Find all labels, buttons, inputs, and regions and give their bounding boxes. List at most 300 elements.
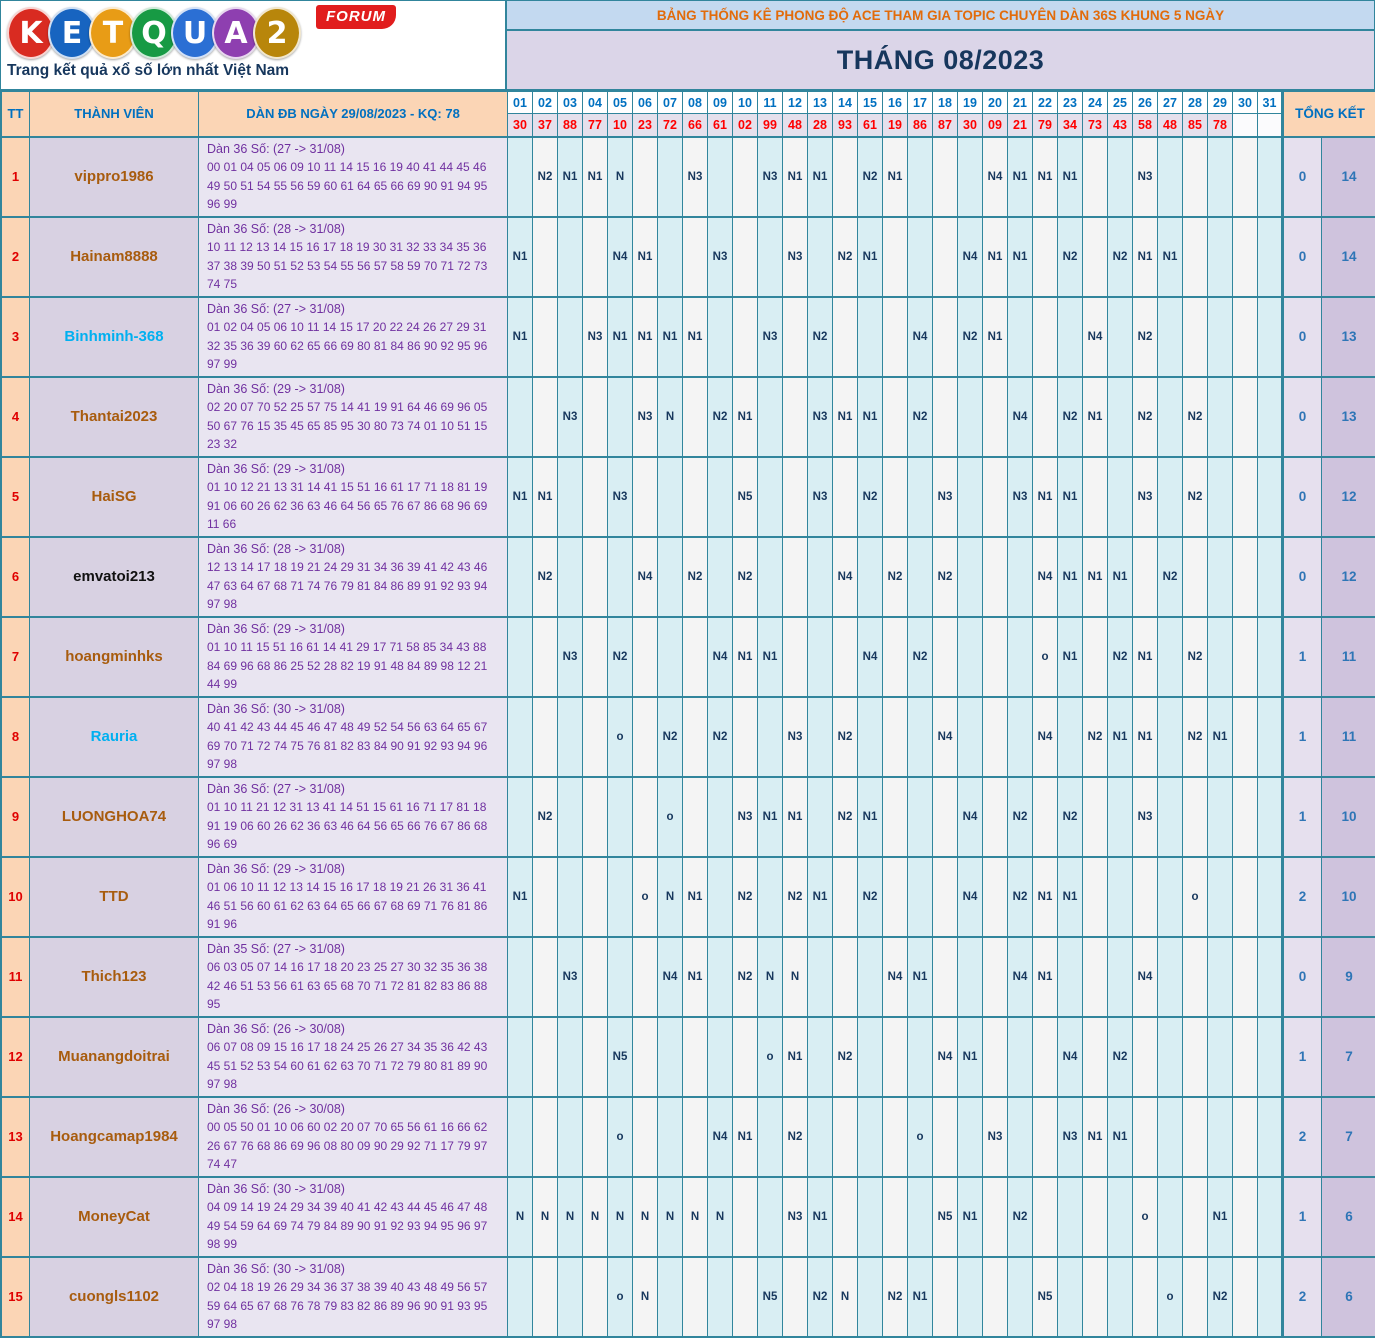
- day-cell-25: [1108, 297, 1133, 377]
- total-hit-count: 12: [1322, 457, 1375, 537]
- dan-range: Dàn 36 Số: (27 -> 31/08): [207, 300, 503, 319]
- brand-letter: A: [212, 7, 260, 59]
- day-cell-23: [1058, 937, 1083, 1017]
- day-cell-11: N1: [758, 777, 783, 857]
- dan-numbers: 06 03 05 07 14 16 17 18 20 23 25 27 30 32 35 36 38 42 46 51 53 56 61 63 65 68 70 71 72 81 82 83 86 88 95: [207, 958, 503, 1014]
- day-header-19: 19: [958, 92, 983, 114]
- day-cell-27: [1158, 377, 1183, 457]
- total-header: TỔNG KẾT: [1283, 92, 1375, 137]
- rank-cell: 7: [2, 617, 30, 697]
- day-cell-18: [933, 137, 958, 217]
- day-cell-15: N2: [858, 137, 883, 217]
- day-cell-02: [533, 857, 558, 937]
- day-cell-09: N: [708, 1177, 733, 1257]
- day-cell-24: [1083, 617, 1108, 697]
- day-header-23: 23: [1058, 92, 1083, 114]
- day-cell-10: N1: [733, 617, 758, 697]
- day-cell-01: N1: [508, 857, 533, 937]
- day-cell-06: [633, 937, 658, 1017]
- day-cell-03: [558, 857, 583, 937]
- day-cell-22: [1033, 377, 1058, 457]
- day-cell-31: [1258, 857, 1283, 937]
- day-cell-30: [1233, 777, 1258, 857]
- day-cell-12: [783, 297, 808, 377]
- day-cell-04: [583, 697, 608, 777]
- day-cell-17: N1: [908, 937, 933, 1017]
- member-name[interactable]: Thantai2023: [30, 377, 199, 457]
- day-cell-26: [1133, 857, 1158, 937]
- day-cell-15: N2: [858, 457, 883, 537]
- day-cell-03: [558, 777, 583, 857]
- day-cell-06: [633, 617, 658, 697]
- stats-table: [1, 91, 1375, 1337]
- day-cell-17: N2: [908, 617, 933, 697]
- day-cell-23: [1058, 1257, 1083, 1337]
- member-row: [2, 1257, 1375, 1337]
- dan-numbers: 04 09 14 19 24 29 34 39 40 41 42 43 44 45 46 47 48 49 54 59 64 69 74 79 84 89 90 91 92 93 94 95 96 97 98 99: [207, 1198, 503, 1254]
- day-cell-04: [583, 1097, 608, 1177]
- day-cell-17: [908, 1017, 933, 1097]
- day-cell-29: [1208, 537, 1233, 617]
- dan-numbers: 02 04 18 19 26 29 34 36 37 38 39 40 43 48 49 56 57 59 64 65 67 68 76 78 79 83 82 86 89 96 90 91 93 95 97 98: [207, 1278, 503, 1334]
- day-cell-20: [983, 777, 1008, 857]
- day-cell-12: N3: [783, 217, 808, 297]
- member-name[interactable]: MoneyCat: [30, 1177, 199, 1257]
- day-cell-05: N4: [608, 217, 633, 297]
- day-cell-07: [658, 537, 683, 617]
- member-name[interactable]: HaiSG: [30, 457, 199, 537]
- day-cell-14: N2: [833, 217, 858, 297]
- dan-numbers: 01 10 11 21 12 31 13 41 14 51 15 61 16 71 17 81 18 91 19 06 60 26 62 36 63 46 64 56 65 66 76 67 86 68 96 69: [207, 798, 503, 854]
- day-cell-17: N2: [908, 377, 933, 457]
- day-cell-20: [983, 1177, 1008, 1257]
- total-hit-count: 6: [1322, 1257, 1375, 1337]
- day-cell-24: [1083, 217, 1108, 297]
- day-cell-13: [808, 537, 833, 617]
- day-cell-11: [758, 457, 783, 537]
- day-cell-19: [958, 697, 983, 777]
- kq-value-15: 61: [858, 114, 883, 137]
- member-row: [2, 377, 1375, 457]
- kq-value-19: 30: [958, 114, 983, 137]
- day-cell-27: [1158, 617, 1183, 697]
- day-cell-01: N: [508, 1177, 533, 1257]
- day-cell-09: [708, 457, 733, 537]
- total-miss-count: 0: [1283, 297, 1322, 377]
- day-cell-02: [533, 217, 558, 297]
- kq-value-03: 88: [558, 114, 583, 137]
- member-name[interactable]: emvatoi213: [30, 537, 199, 617]
- day-cell-20: [983, 1017, 1008, 1097]
- total-hit-count: 9: [1322, 937, 1375, 1017]
- member-name[interactable]: Hainam8888: [30, 217, 199, 297]
- dan-range: Dàn 36 Số: (30 -> 31/08): [207, 700, 503, 719]
- dan-range: Dàn 36 Số: (27 -> 31/08): [207, 780, 503, 799]
- dan-numbers: 40 41 42 43 44 45 46 47 48 49 52 54 56 63 64 65 67 69 70 71 72 74 75 76 81 82 83 84 90 91 92 93 94 96 97 98: [207, 718, 503, 774]
- table-head: [2, 92, 1375, 137]
- day-cell-01: N1: [508, 297, 533, 377]
- day-header-20: 20: [983, 92, 1008, 114]
- day-cell-03: N3: [558, 617, 583, 697]
- day-cell-22: N1: [1033, 857, 1058, 937]
- day-cell-18: [933, 1097, 958, 1177]
- day-cell-17: [908, 857, 933, 937]
- day-cell-02: [533, 297, 558, 377]
- dan-cell: [199, 777, 508, 857]
- member-row: [2, 1177, 1375, 1257]
- day-cell-19: [958, 1097, 983, 1177]
- day-cell-04: [583, 857, 608, 937]
- day-cell-09: N2: [708, 377, 733, 457]
- day-cell-17: [908, 1177, 933, 1257]
- dan-cell: [199, 1257, 508, 1337]
- brand-letter: U: [171, 7, 219, 59]
- day-cell-27: [1158, 697, 1183, 777]
- day-cell-11: [758, 377, 783, 457]
- day-header-11: 11: [758, 92, 783, 114]
- day-cell-08: [683, 217, 708, 297]
- day-cell-10: N2: [733, 857, 758, 937]
- day-cell-13: [808, 1017, 833, 1097]
- day-cell-30: [1233, 537, 1258, 617]
- day-cell-18: [933, 937, 958, 1017]
- day-cell-06: [633, 697, 658, 777]
- member-name[interactable]: cuongls1102: [30, 1257, 199, 1337]
- day-cell-07: [658, 1257, 683, 1337]
- day-cell-14: N2: [833, 1017, 858, 1097]
- day-cell-20: [983, 377, 1008, 457]
- day-cell-24: N4: [1083, 297, 1108, 377]
- day-cell-12: [783, 537, 808, 617]
- day-cell-24: [1083, 777, 1108, 857]
- day-cell-09: [708, 297, 733, 377]
- day-cell-29: [1208, 137, 1233, 217]
- day-cell-31: [1258, 617, 1283, 697]
- day-cell-28: N2: [1183, 617, 1208, 697]
- day-cell-13: [808, 217, 833, 297]
- day-cell-14: [833, 937, 858, 1017]
- day-cell-16: N4: [883, 937, 908, 1017]
- day-cell-31: [1258, 777, 1283, 857]
- logo-tagline: Trang kết quả xổ số lớn nhất Việt Nam: [7, 62, 499, 80]
- day-cell-16: [883, 1097, 908, 1177]
- day-cell-04: [583, 217, 608, 297]
- day-cell-14: [833, 857, 858, 937]
- day-cell-28: o: [1183, 857, 1208, 937]
- day-cell-13: N1: [808, 857, 833, 937]
- day-cell-07: [658, 217, 683, 297]
- day-cell-22: [1033, 217, 1058, 297]
- page-header: [1, 1, 1374, 91]
- day-cell-29: [1208, 377, 1233, 457]
- day-cell-30: [1233, 1257, 1258, 1337]
- day-cell-05: N5: [608, 1017, 633, 1097]
- day-cell-31: [1258, 1017, 1283, 1097]
- member-row: [2, 617, 1375, 697]
- rank-cell: 5: [2, 457, 30, 537]
- day-cell-26: [1133, 1017, 1158, 1097]
- day-cell-08: [683, 377, 708, 457]
- day-cell-04: [583, 937, 608, 1017]
- total-hit-count: 13: [1322, 377, 1375, 457]
- day-cell-07: N: [658, 1177, 683, 1257]
- day-cell-01: [508, 697, 533, 777]
- day-cell-01: [508, 1097, 533, 1177]
- day-cell-30: [1233, 857, 1258, 937]
- day-cell-15: N4: [858, 617, 883, 697]
- day-cell-11: N: [758, 937, 783, 1017]
- day-cell-17: [908, 697, 933, 777]
- day-cell-28: [1183, 1177, 1208, 1257]
- day-cell-12: [783, 1257, 808, 1337]
- day-cell-02: [533, 1097, 558, 1177]
- day-cell-20: [983, 457, 1008, 537]
- day-cell-11: N1: [758, 617, 783, 697]
- day-cell-04: [583, 537, 608, 617]
- total-miss-count: 0: [1283, 377, 1322, 457]
- day-cell-28: [1183, 777, 1208, 857]
- day-cell-12: [783, 457, 808, 537]
- day-cell-17: [908, 137, 933, 217]
- day-cell-13: [808, 937, 833, 1017]
- kq-value-31: [1258, 114, 1283, 137]
- day-cell-02: N1: [533, 457, 558, 537]
- day-cell-08: [683, 697, 708, 777]
- day-cell-17: [908, 217, 933, 297]
- day-cell-19: [958, 537, 983, 617]
- day-cell-17: N4: [908, 297, 933, 377]
- day-cell-07: o: [658, 777, 683, 857]
- dan-cell: [199, 137, 508, 217]
- total-miss-count: 0: [1283, 217, 1322, 297]
- kq-value-09: 61: [708, 114, 733, 137]
- day-cell-11: [758, 697, 783, 777]
- day-cell-29: [1208, 617, 1233, 697]
- day-cell-23: N1: [1058, 457, 1083, 537]
- day-cell-11: o: [758, 1017, 783, 1097]
- day-cell-16: [883, 457, 908, 537]
- day-cell-26: [1133, 1097, 1158, 1177]
- day-cell-30: [1233, 697, 1258, 777]
- day-cell-21: N2: [1008, 857, 1033, 937]
- brand-letter: K: [7, 7, 55, 59]
- member-name[interactable]: Muanangdoitrai: [30, 1017, 199, 1097]
- day-cell-03: [558, 457, 583, 537]
- dan-range: Dàn 36 Số: (30 -> 31/08): [207, 1260, 503, 1279]
- day-cell-03: N1: [558, 137, 583, 217]
- day-cell-18: N4: [933, 1017, 958, 1097]
- day-cell-09: [708, 1257, 733, 1337]
- member-name[interactable]: TTD: [30, 857, 199, 937]
- day-cell-26: N3: [1133, 457, 1158, 537]
- day-cell-13: [808, 697, 833, 777]
- day-cell-12: [783, 377, 808, 457]
- day-cell-09: [708, 937, 733, 1017]
- dan-numbers: 02 20 07 70 52 25 57 75 14 41 19 91 64 46 69 96 05 50 67 76 15 35 45 65 85 95 30 80 73 74 01 10 51 15 23 32: [207, 398, 503, 454]
- kq-value-16: 19: [883, 114, 908, 137]
- day-cell-02: N: [533, 1177, 558, 1257]
- total-miss-count: 0: [1283, 537, 1322, 617]
- day-cell-10: [733, 697, 758, 777]
- day-cell-26: N2: [1133, 297, 1158, 377]
- dan-cell: [199, 857, 508, 937]
- day-cell-27: N1: [1158, 217, 1183, 297]
- dan-numbers: 01 10 11 15 51 16 61 14 41 29 17 71 58 85 34 43 88 84 69 96 68 86 25 52 28 82 19 91 48 84 89 98 12 21 44 99: [207, 638, 503, 694]
- day-cell-16: N1: [883, 137, 908, 217]
- member-name[interactable]: Thich123: [30, 937, 199, 1017]
- day-cell-20: [983, 537, 1008, 617]
- member-rows: [2, 137, 1375, 1337]
- kq-value-29: 78: [1208, 114, 1233, 137]
- kq-value-18: 87: [933, 114, 958, 137]
- day-cell-16: [883, 1177, 908, 1257]
- member-row: [2, 1017, 1375, 1097]
- day-header-18: 18: [933, 92, 958, 114]
- day-cell-07: [658, 457, 683, 537]
- day-cell-02: [533, 1257, 558, 1337]
- day-cell-15: [858, 297, 883, 377]
- day-cell-07: N: [658, 857, 683, 937]
- total-hit-count: 7: [1322, 1017, 1375, 1097]
- dan-cell: [199, 217, 508, 297]
- day-cell-12: N1: [783, 137, 808, 217]
- kq-value-22: 79: [1033, 114, 1058, 137]
- member-name[interactable]: vippro1986: [30, 137, 199, 217]
- day-cell-06: N: [633, 1177, 658, 1257]
- total-hit-count: 11: [1322, 617, 1375, 697]
- day-header-01: 01: [508, 92, 533, 114]
- day-cell-08: N1: [683, 857, 708, 937]
- dan-cell: [199, 697, 508, 777]
- dan-cell: [199, 537, 508, 617]
- day-cell-30: [1233, 617, 1258, 697]
- day-header-26: 26: [1133, 92, 1158, 114]
- site-logo[interactable]: [1, 1, 507, 89]
- day-cell-14: [833, 297, 858, 377]
- dan-cell: [199, 297, 508, 377]
- day-cell-21: [1008, 537, 1033, 617]
- dan-range: Dàn 36 Số: (28 -> 31/08): [207, 540, 503, 559]
- day-cell-19: N4: [958, 857, 983, 937]
- day-cell-07: N1: [658, 297, 683, 377]
- day-header-22: 22: [1033, 92, 1058, 114]
- day-cell-13: [808, 777, 833, 857]
- day-cell-30: [1233, 137, 1258, 217]
- day-cell-23: [1058, 297, 1083, 377]
- day-cell-31: [1258, 1177, 1283, 1257]
- day-cell-11: N3: [758, 297, 783, 377]
- day-cell-01: [508, 937, 533, 1017]
- day-cell-03: [558, 1257, 583, 1337]
- day-cell-11: [758, 537, 783, 617]
- day-cell-06: N3: [633, 377, 658, 457]
- member-name[interactable]: hoangminhks: [30, 617, 199, 697]
- day-header-25: 25: [1108, 92, 1133, 114]
- day-cell-22: [1033, 297, 1058, 377]
- day-cell-31: [1258, 937, 1283, 1017]
- day-cell-22: N1: [1033, 457, 1058, 537]
- day-cell-15: [858, 937, 883, 1017]
- day-cell-22: N4: [1033, 537, 1058, 617]
- member-row: [2, 457, 1375, 537]
- header-bars: [507, 1, 1374, 89]
- day-cell-24: N1: [1083, 537, 1108, 617]
- day-cell-25: N2: [1108, 1017, 1133, 1097]
- member-name[interactable]: Binhminh-368: [30, 297, 199, 377]
- kq-value-06: 23: [633, 114, 658, 137]
- day-cell-02: [533, 377, 558, 457]
- day-cell-13: N1: [808, 137, 833, 217]
- day-cell-21: N1: [1008, 137, 1033, 217]
- day-cell-10: N1: [733, 377, 758, 457]
- total-hit-count: 11: [1322, 697, 1375, 777]
- member-row: [2, 537, 1375, 617]
- day-cell-29: [1208, 297, 1233, 377]
- day-cell-29: N2: [1208, 1257, 1233, 1337]
- col-header-tt: TT: [2, 92, 30, 137]
- dan-numbers: 01 06 10 11 12 13 14 15 16 17 18 19 21 26 31 36 41 46 51 56 60 61 62 63 64 65 66 67 68 69 71 76 81 86 91 96: [207, 878, 503, 934]
- rank-cell: 6: [2, 537, 30, 617]
- day-cell-13: N3: [808, 377, 833, 457]
- day-cell-21: [1008, 1097, 1033, 1177]
- day-cell-27: o: [1158, 1257, 1183, 1337]
- day-cell-02: [533, 617, 558, 697]
- day-header-14: 14: [833, 92, 858, 114]
- day-cell-27: [1158, 137, 1183, 217]
- day-cell-31: [1258, 217, 1283, 297]
- total-miss-count: 0: [1283, 937, 1322, 1017]
- day-cell-19: [958, 457, 983, 537]
- day-cell-04: N3: [583, 297, 608, 377]
- day-cell-27: [1158, 1177, 1183, 1257]
- member-name[interactable]: Rauria: [30, 697, 199, 777]
- day-header-29: 29: [1208, 92, 1233, 114]
- day-cell-08: N2: [683, 537, 708, 617]
- day-cell-04: [583, 1017, 608, 1097]
- day-cell-02: [533, 937, 558, 1017]
- day-cell-15: [858, 1097, 883, 1177]
- day-cell-06: N: [633, 1257, 658, 1337]
- day-cell-25: [1108, 777, 1133, 857]
- member-name[interactable]: LUONGHOA74: [30, 777, 199, 857]
- day-cell-01: N1: [508, 217, 533, 297]
- member-name[interactable]: Hoangcamap1984: [30, 1097, 199, 1177]
- kq-value-10: 02: [733, 114, 758, 137]
- day-cell-14: N: [833, 1257, 858, 1337]
- rank-cell: 10: [2, 857, 30, 937]
- day-cell-14: [833, 457, 858, 537]
- dan-numbers: 01 02 04 05 06 10 11 14 15 17 20 22 24 26 27 29 31 32 35 36 39 60 62 65 66 69 80 81 84 86 90 92 95 96 97 99: [207, 318, 503, 374]
- day-cell-25: [1108, 857, 1133, 937]
- day-cell-12: N3: [783, 697, 808, 777]
- day-cell-06: [633, 1017, 658, 1097]
- day-cell-08: [683, 1257, 708, 1337]
- day-header-16: 16: [883, 92, 908, 114]
- day-cell-05: N: [608, 137, 633, 217]
- kq-value-02: 37: [533, 114, 558, 137]
- kq-value-23: 34: [1058, 114, 1083, 137]
- day-cell-14: N1: [833, 377, 858, 457]
- day-cell-19: [958, 137, 983, 217]
- day-header-07: 07: [658, 92, 683, 114]
- day-cell-26: N2: [1133, 377, 1158, 457]
- day-cell-14: [833, 617, 858, 697]
- dan-range: Dàn 36 Số: (30 -> 31/08): [207, 1180, 503, 1199]
- total-miss-count: 1: [1283, 617, 1322, 697]
- day-cell-15: N2: [858, 857, 883, 937]
- dan-cell: [199, 1017, 508, 1097]
- day-cell-18: [933, 777, 958, 857]
